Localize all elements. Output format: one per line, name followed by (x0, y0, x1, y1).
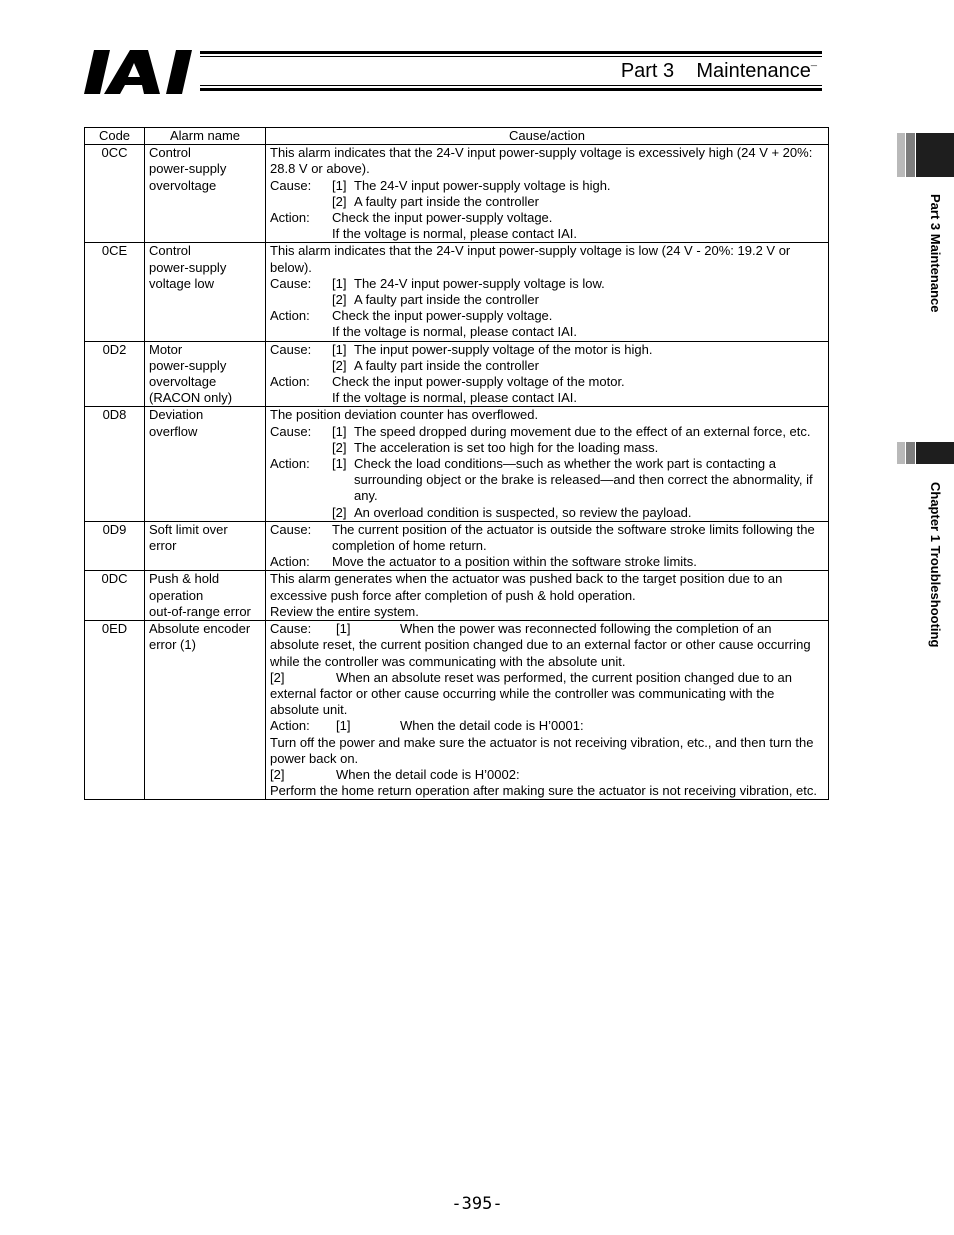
alarm-name: Soft limit over error (145, 521, 266, 571)
cause-action: Cause: [1] The input power-supply voltage of the motor is high. [2] A faulty part inside the controller Action: Check the input power-supply voltage of the motor. If the voltage is normal, please contact IAI. (266, 341, 829, 407)
alarm-code: 0CC (85, 145, 145, 243)
alarm-name: Deviation overflow (145, 407, 266, 521)
side-tab-part (897, 133, 954, 177)
header-code: Code (85, 128, 145, 145)
cause-action: This alarm indicates that the 24-V input power-supply voltage is low (24 V - 20%: 19.2 V or below). Cause: [1] The 24-V input power-supply voltage is low. [2] A faulty part inside the controller Action: Check the input power-supply voltage. If the voltage is normal, please contact IAI. (266, 243, 829, 341)
header-rule-bottom-thin (200, 85, 822, 86)
side-label-part: Part 3 Maintenance (928, 194, 943, 313)
header-rule-top-thin (200, 56, 822, 57)
side-label-chapter: Chapter 1 Troubleshooting (928, 482, 943, 648)
header-title: Part 3 Maintenance¯ (620, 60, 817, 82)
table-row (85, 621, 829, 800)
side-tab-chapter (897, 442, 954, 464)
cause-action: This alarm generates when the actuator was pushed back to the target position due to an excessive push force after completion of push & hold operation. Review the entire system. (266, 571, 829, 621)
alarm-code: 0D2 (85, 341, 145, 407)
cause-action: Cause: [1] When the power was reconnected following the completion of an absolute reset, the current position changed due to an external factor or other cause occurring while the controller was communicating with the absolute unit. [2] When an absolute reset was performed, the current position changed due to an external factor or other cause occurring while the controller was communicating with the absolute unit. Action: [1] When the detail code is H’0001: Turn off the power and make sure the actuator is not receiving vibration, etc., and then turn the power back on. [2] When the detail code is H’0002: Perform the home return operation after making sure the actuator is not receiving vibration, etc. (266, 621, 829, 800)
alarm-name: Push & hold operation out-of-range error (145, 571, 266, 621)
alarm-table (84, 127, 829, 800)
table-row (85, 407, 829, 521)
alarm-code: 0D8 (85, 407, 145, 521)
alarm-code: 0DC (85, 571, 145, 621)
page-number: -395- (451, 1194, 503, 1214)
alarm-name: Control power-supply overvoltage (145, 145, 266, 243)
table-row (85, 243, 829, 341)
alarm-name: Motor power-supply overvoltage (RACON only) (145, 341, 266, 407)
table-header-row (85, 128, 829, 145)
alarm-name: Absolute encoder error (1) (145, 621, 266, 800)
iai-logo (84, 50, 196, 94)
table-row (85, 341, 829, 407)
header-cause-action: Cause/action (266, 128, 829, 145)
alarm-name: Control power-supply voltage low (145, 243, 266, 341)
cause-action: Cause: The current position of the actuator is outside the software stroke limits following the completion of home return. Action: Move the actuator to a position within the software stroke limits. (266, 521, 829, 571)
header-rule-top (200, 51, 822, 54)
header-alarm-name: Alarm name (145, 128, 266, 145)
cause-action: This alarm indicates that the 24-V input power-supply voltage is excessively high (24 V + 20%: 28.8 V or above). Cause: [1] The 24-V input power-supply voltage is high. [2] A faulty part inside the controller Action: Check the input power-supply voltage. If the voltage is normal, please contact IAI. (266, 145, 829, 243)
cause-action: The position deviation counter has overflowed. Cause: [1] The speed dropped during movement due to the effect of an external force, etc. [2] The acceleration is set too high for the loading mass. Action: [1] Check the load conditions—such as whether the work part is contacting a surrounding object or the brake is released—and then correct the abnormality, if any. [2] An overload condition is suspected, so review the payload. (266, 407, 829, 521)
table-row (85, 521, 829, 571)
table-row (85, 145, 829, 243)
header-rule-bottom (200, 88, 822, 91)
alarm-code: 0D9 (85, 521, 145, 571)
table-row (85, 571, 829, 621)
alarm-code: 0ED (85, 621, 145, 800)
alarm-code: 0CE (85, 243, 145, 341)
